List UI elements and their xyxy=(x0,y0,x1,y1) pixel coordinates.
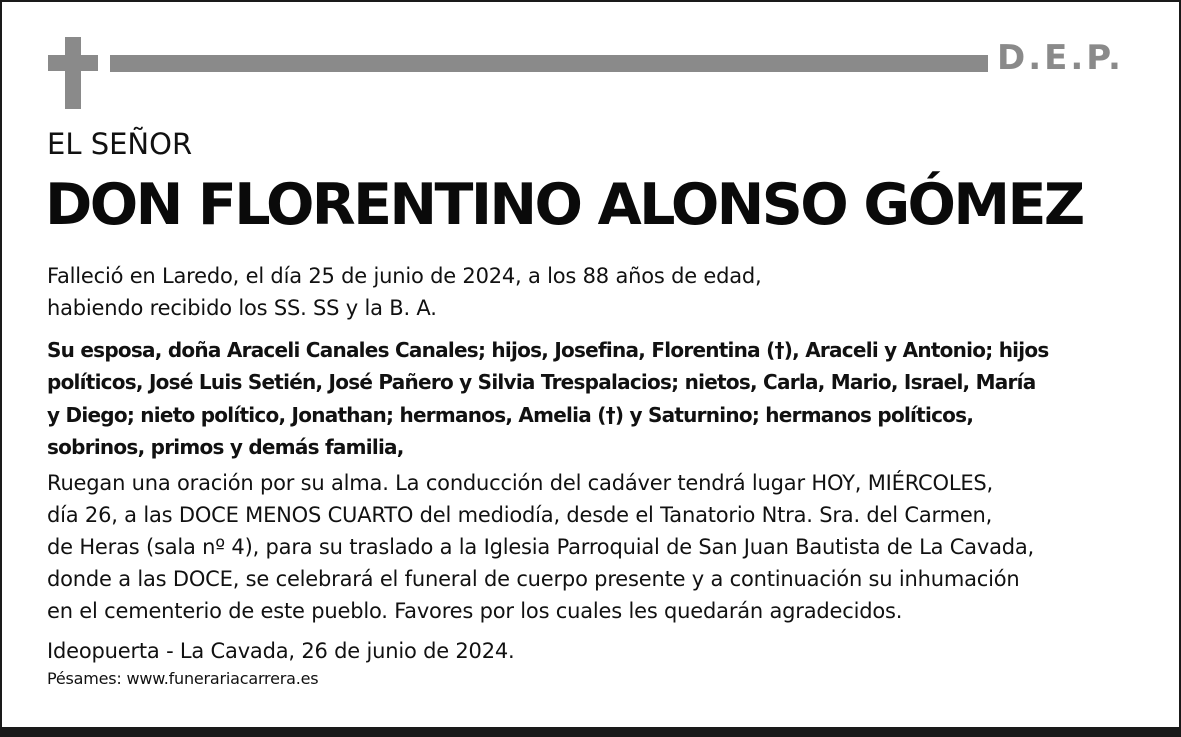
dep-label: D.E.P. xyxy=(997,38,1124,78)
death-notice-line: habiendo recibido los SS. SS y la B. A. xyxy=(47,296,437,320)
request-line: de Heras (sala nº 4), para su traslado a la Iglesia Parroquial de San Juan Bautista de La Cavada, xyxy=(47,535,1035,559)
request-line: día 26, a las DOCE MENOS CUARTO del mediodía, desde el Tanatorio Ntra. Sra. del Carmen, xyxy=(47,503,993,527)
honorific: EL SEÑOR xyxy=(47,127,193,161)
header-rule xyxy=(110,55,988,72)
place-date: Ideopuerta - La Cavada, 26 de junio de 2024. xyxy=(47,639,515,663)
condolences-link[interactable]: Pésames: www.funerariacarrera.es xyxy=(47,669,319,688)
request-line: Ruegan una oración por su alma. La conducción del cadáver tendrá lugar HOY, MIÉRCOLES, xyxy=(47,471,994,495)
deceased-name: DON FLORENTINO ALONSO GÓMEZ xyxy=(45,172,1083,238)
request-line: donde a las DOCE, se celebrará el funeral de cuerpo presente y a continuación su inhumación xyxy=(47,567,1020,591)
family-line: sobrinos, primos y demás familia, xyxy=(47,434,404,459)
family-line: políticos, José Luis Setién, José Pañero y Silvia Trespalacios; nietos, Carla, Mario, Israel, María xyxy=(47,370,1036,395)
family-line: Su esposa, doña Araceli Canales Canales; hijos, Josefina, Florentina (†), Araceli y Antonio; hijos xyxy=(47,338,1049,362)
death-notice-line: Falleció en Laredo, el día 25 de junio de 2024, a los 88 años de edad, xyxy=(47,264,762,288)
death-notice xyxy=(47,260,762,324)
request-line: en el cementerio de este pueblo. Favores por los cuales les quedarán agradecidos. xyxy=(47,599,903,623)
cross-icon xyxy=(48,37,98,109)
family-line: y Diego; nieto político, Jonathan; hermanos, Amelia (†) y Saturnino; hermanos políticos, xyxy=(47,402,974,427)
family-list xyxy=(47,334,1049,463)
funeral-request xyxy=(47,467,1034,627)
